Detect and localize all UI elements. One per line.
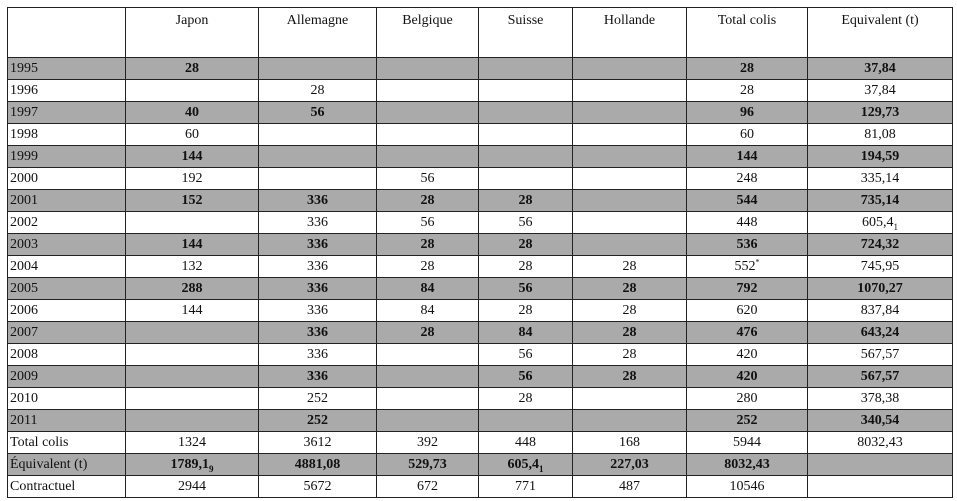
table-cell — [377, 58, 479, 80]
table-cell: 28 — [573, 366, 687, 388]
table-cell — [479, 146, 573, 168]
table-cell: 8032,43 — [687, 454, 808, 476]
table-cell: 420 — [687, 344, 808, 366]
table-cell: 144 — [126, 300, 259, 322]
table-cell — [126, 366, 259, 388]
table-cell: 192 — [126, 168, 259, 190]
table-cell — [573, 58, 687, 80]
column-header: Allemagne — [259, 8, 377, 58]
table-cell — [259, 146, 377, 168]
table-cell: 336 — [259, 278, 377, 300]
table-cell — [479, 102, 573, 124]
table-cell — [573, 234, 687, 256]
table-row — [8, 410, 953, 432]
column-header: Suisse — [479, 8, 573, 58]
table-cell: 56 — [377, 212, 479, 234]
table-cell: 567,57 — [808, 344, 953, 366]
row-label: 2006 — [8, 300, 126, 322]
table-cell: 336 — [259, 234, 377, 256]
table-header-row — [8, 8, 953, 58]
table-cell: 28 — [479, 388, 573, 410]
table-cell: 84 — [377, 278, 479, 300]
table-cell: 378,38 — [808, 388, 953, 410]
table-cell: 672 — [377, 476, 479, 498]
table-cell: 56 — [479, 344, 573, 366]
table-cell — [126, 80, 259, 102]
table-cell: 336 — [259, 256, 377, 278]
table-row — [8, 212, 953, 234]
table-cell: 28 — [479, 190, 573, 212]
table-cell — [573, 124, 687, 146]
table-cell — [377, 102, 479, 124]
table-cell: 288 — [126, 278, 259, 300]
table-cell — [573, 80, 687, 102]
row-label: 2005 — [8, 278, 126, 300]
table-cell — [377, 146, 479, 168]
table-cell — [377, 366, 479, 388]
table-cell: 168 — [573, 432, 687, 454]
table-cell: 336 — [259, 322, 377, 344]
table-cell: 56 — [479, 212, 573, 234]
table-row — [8, 102, 953, 124]
column-header: Japon — [126, 8, 259, 58]
table-row — [8, 366, 953, 388]
table-cell: 392 — [377, 432, 479, 454]
table-cell: 132 — [126, 256, 259, 278]
table-cell — [377, 80, 479, 102]
row-label: 1997 — [8, 102, 126, 124]
table-cell: 745,95 — [808, 256, 953, 278]
table-cell: 129,73 — [808, 102, 953, 124]
table-cell: 28 — [573, 278, 687, 300]
table-cell — [808, 476, 953, 498]
table-cell: 1070,27 — [808, 278, 953, 300]
table-cell: 40 — [126, 102, 259, 124]
table-cell: 476 — [687, 322, 808, 344]
table-cell: 28 — [377, 190, 479, 212]
column-header: Total colis — [687, 8, 808, 58]
row-label: 1996 — [8, 80, 126, 102]
table-cell — [479, 58, 573, 80]
table-cell: $1789,1_9$ — [126, 454, 259, 476]
table-cell: 771 — [479, 476, 573, 498]
table-cell: 5944 — [687, 432, 808, 454]
table-cell — [377, 410, 479, 432]
row-label: 2011 — [8, 410, 126, 432]
row-label: Équivalent (t) — [8, 454, 126, 476]
row-label: 2004 — [8, 256, 126, 278]
table-cell: 837,84 — [808, 300, 953, 322]
table-cell: 84 — [479, 322, 573, 344]
row-label: 2009 — [8, 366, 126, 388]
table-cell — [573, 410, 687, 432]
row-label: 2008 — [8, 344, 126, 366]
table-cell: 4881,08 — [259, 454, 377, 476]
row-label: 1998 — [8, 124, 126, 146]
table-row — [8, 80, 953, 102]
table-cell: 28 — [377, 322, 479, 344]
table-cell — [126, 388, 259, 410]
table-cell: 28 — [573, 322, 687, 344]
column-header: Belgique — [377, 8, 479, 58]
table-cell: 735,14 — [808, 190, 953, 212]
table-body — [8, 58, 953, 498]
table-cell — [259, 124, 377, 146]
row-label: 2002 — [8, 212, 126, 234]
table-cell — [377, 124, 479, 146]
table-cell: 643,24 — [808, 322, 953, 344]
table-cell: 336 — [259, 366, 377, 388]
table-cell: $605,4_1$ — [808, 212, 953, 234]
column-header: Hollande — [573, 8, 687, 58]
table-row — [8, 476, 953, 498]
table-cell: 144 — [687, 146, 808, 168]
table-cell: 724,32 — [808, 234, 953, 256]
table-cell: 340,54 — [808, 410, 953, 432]
table-cell: 28 — [479, 234, 573, 256]
table-cell: 529,73 — [377, 454, 479, 476]
table-cell: 448 — [479, 432, 573, 454]
table-cell — [126, 212, 259, 234]
table-cell: 28 — [377, 234, 479, 256]
row-label: 1999 — [8, 146, 126, 168]
table-cell: 60 — [126, 124, 259, 146]
table-cell — [126, 410, 259, 432]
table-cell — [573, 212, 687, 234]
row-label: Total colis — [8, 432, 126, 454]
table-row — [8, 344, 953, 366]
table-row — [8, 256, 953, 278]
table-cell: 37,84 — [808, 80, 953, 102]
table-row — [8, 124, 953, 146]
shipments-table — [7, 7, 953, 498]
table-row — [8, 146, 953, 168]
table-cell: 552* — [687, 256, 808, 278]
table-cell: 227,03 — [573, 454, 687, 476]
table-cell: 620 — [687, 300, 808, 322]
table-cell: 448 — [687, 212, 808, 234]
table-row — [8, 322, 953, 344]
table-row — [8, 190, 953, 212]
table-cell: 420 — [687, 366, 808, 388]
table-cell — [573, 168, 687, 190]
table-cell: 487 — [573, 476, 687, 498]
table-cell: 336 — [259, 300, 377, 322]
table-cell: 252 — [687, 410, 808, 432]
document-page — [7, 7, 952, 496]
table-cell: 56 — [377, 168, 479, 190]
table-cell: 28 — [687, 80, 808, 102]
table-row — [8, 58, 953, 80]
table-cell — [479, 410, 573, 432]
table-row — [8, 168, 953, 190]
table-cell: 28 — [479, 256, 573, 278]
table-row — [8, 278, 953, 300]
table-cell: 28 — [479, 300, 573, 322]
table-row — [8, 454, 953, 476]
table-cell: 567,57 — [808, 366, 953, 388]
table-cell: 152 — [126, 190, 259, 212]
table-cell: 536 — [687, 234, 808, 256]
table-cell — [479, 168, 573, 190]
table-cell: 28 — [259, 80, 377, 102]
table-cell: 252 — [259, 388, 377, 410]
table-cell: 56 — [479, 366, 573, 388]
table-cell: 1324 — [126, 432, 259, 454]
table-cell: $605,4_1$ — [479, 454, 573, 476]
table-cell: 252 — [259, 410, 377, 432]
table-cell: 144 — [126, 146, 259, 168]
table-cell — [377, 344, 479, 366]
table-cell: 336 — [259, 190, 377, 212]
table-cell: 544 — [687, 190, 808, 212]
table-cell — [573, 190, 687, 212]
table-cell — [259, 58, 377, 80]
table-cell: 28 — [377, 256, 479, 278]
table-cell — [808, 454, 953, 476]
table-row — [8, 300, 953, 322]
table-cell: 28 — [573, 344, 687, 366]
header-corner — [8, 8, 126, 58]
table-cell — [479, 80, 573, 102]
table-cell: 336 — [259, 212, 377, 234]
table-cell — [573, 146, 687, 168]
table-cell: 8032,43 — [808, 432, 953, 454]
table-cell: 3612 — [259, 432, 377, 454]
table-cell: 248 — [687, 168, 808, 190]
table-cell: 37,84 — [808, 58, 953, 80]
table-cell — [126, 322, 259, 344]
table-cell: 10546 — [687, 476, 808, 498]
table-cell: 5672 — [259, 476, 377, 498]
table-cell: 335,14 — [808, 168, 953, 190]
table-cell — [479, 124, 573, 146]
row-label: 1995 — [8, 58, 126, 80]
table-cell: 28 — [573, 256, 687, 278]
table-cell — [573, 388, 687, 410]
row-label: 2000 — [8, 168, 126, 190]
table-cell: 56 — [479, 278, 573, 300]
table-cell: 2944 — [126, 476, 259, 498]
table-cell: 84 — [377, 300, 479, 322]
row-label: 2010 — [8, 388, 126, 410]
table-cell: 194,59 — [808, 146, 953, 168]
table-cell: 96 — [687, 102, 808, 124]
table-cell: 28 — [126, 58, 259, 80]
table-cell — [259, 168, 377, 190]
table-cell: 144 — [126, 234, 259, 256]
table-cell: 336 — [259, 344, 377, 366]
row-label: 2007 — [8, 322, 126, 344]
row-label: 2001 — [8, 190, 126, 212]
table-cell: 280 — [687, 388, 808, 410]
table-cell: 28 — [687, 58, 808, 80]
table-cell — [573, 102, 687, 124]
table-cell: 792 — [687, 278, 808, 300]
row-label: Contractuel — [8, 476, 126, 498]
table-cell: 56 — [259, 102, 377, 124]
table-row — [8, 388, 953, 410]
table-cell: 81,08 — [808, 124, 953, 146]
table-cell: 60 — [687, 124, 808, 146]
table-cell: 28 — [573, 300, 687, 322]
row-label: 2003 — [8, 234, 126, 256]
column-header: Equivalent (t) — [808, 8, 953, 58]
table-cell — [377, 388, 479, 410]
table-cell — [126, 344, 259, 366]
table-row — [8, 234, 953, 256]
table-row — [8, 432, 953, 454]
